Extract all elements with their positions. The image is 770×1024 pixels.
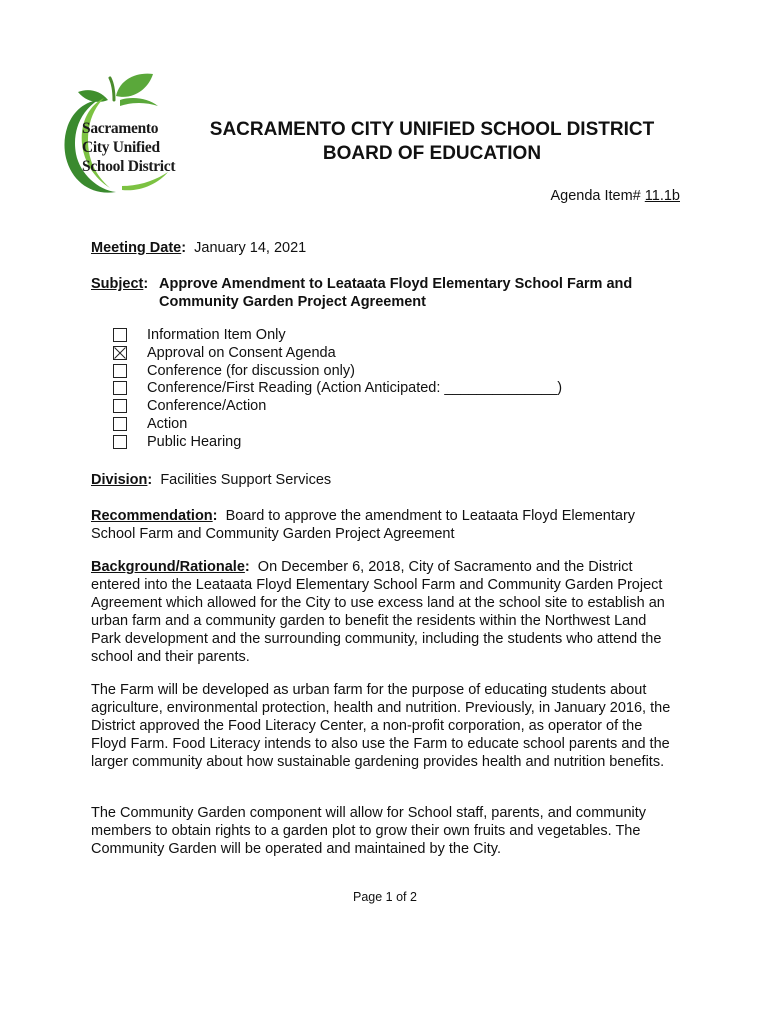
logo-line-1: Sacramento: [82, 120, 159, 137]
logo-line-3: School District: [82, 158, 176, 175]
recommendation: [91, 507, 671, 543]
checklist-label: Conference/Action: [147, 398, 267, 415]
meeting-date-value: January 14, 2021: [194, 240, 307, 256]
checklist-label: Conference/First Reading (Action Anticipated: ______________): [147, 380, 563, 397]
checklist-label: Action: [147, 415, 188, 432]
division-colon: :: [147, 472, 153, 488]
checkbox-first-reading[interactable]: [113, 381, 127, 395]
background-value: On December 6, 2018, City of Sacramento and the District entered into the Leataata Floyd Elementary School Farm and Community Garden Project Agreement which allowed for the City to use excess land at the school site to establish an urban farm and a community garden to benefit the residents within the Northwest Land Park development and the surrounding community, including the students who attend the school and their parents.: [91, 559, 665, 665]
district-logo: [58, 70, 182, 198]
logo-line-2: City Unified: [82, 139, 160, 156]
division: [91, 471, 691, 489]
recommendation-value: Board to approve the amendment to Leataata Floyd Elementary School Farm and Community Garden Project Agreement: [91, 508, 636, 542]
background-rationale: [91, 558, 675, 666]
checklist-label: Information Item Only: [147, 327, 286, 343]
meeting-date-label: Meeting Date: [91, 240, 182, 256]
checkbox-conference-action[interactable]: [113, 399, 127, 413]
garden-paragraph: The Community Garden component will allow for School staff, parents, and community members to obtain rights to a garden plot to grow their own fruits and vegetables. The Community Garden will be operated and maintained by the City.: [91, 805, 647, 857]
check-x-icon: [114, 347, 126, 359]
checklist-label: Approval on Consent Agenda: [147, 344, 336, 361]
district-title: SACRAMENTO CITY UNIFIED SCHOOL DISTRICT: [209, 119, 655, 140]
checkbox-consent-checked[interactable]: [113, 346, 127, 360]
checkbox-conference[interactable]: [113, 364, 127, 378]
meeting-date-colon: :: [181, 240, 187, 256]
farm-paragraph: The Farm will be developed as urban farm for the purpose of educating students about agriculture, environmental protection, health and nutrition. Previously, in January 2016, the District approved the Food Literacy Center, a non-profit corporation, as operator of the Floyd Farm. Food Literacy intends to also use the Farm to educate school parents and the larger community about how sustainable gardening provides health and nutrition benefits.: [91, 682, 671, 770]
checkbox-information[interactable]: [113, 328, 127, 342]
recommendation-label: Recommendation: [91, 508, 213, 524]
page-number: Page 1 of 2: [353, 890, 417, 904]
checkbox-action[interactable]: [113, 417, 127, 431]
agenda-item-label: Agenda Item#: [550, 188, 645, 204]
subject-colon: :: [143, 276, 149, 292]
board-title: BOARD OF EDUCATION: [322, 143, 542, 164]
division-value: Facilities Support Services: [160, 472, 332, 488]
subject-label: Subject: [91, 276, 144, 292]
checklist-label: Public Hearing: [147, 433, 242, 450]
checklist-label: Conference (for discussion only): [147, 362, 355, 379]
background-colon: :: [244, 559, 250, 575]
checkbox-public-hearing[interactable]: [113, 435, 127, 449]
recommendation-colon: :: [212, 508, 218, 524]
background-label: Background/Rationale: [91, 559, 245, 575]
agenda-item: [550, 186, 680, 206]
meeting-date: [91, 239, 691, 257]
subject-value: Approve Amendment to Leataata Floyd Elementary School Farm and Community Garden Project Agreement: [159, 276, 633, 310]
logo-wordmark: [82, 119, 175, 176]
agenda-item-number: 11.1b: [644, 188, 680, 204]
division-label: Division: [91, 472, 148, 488]
